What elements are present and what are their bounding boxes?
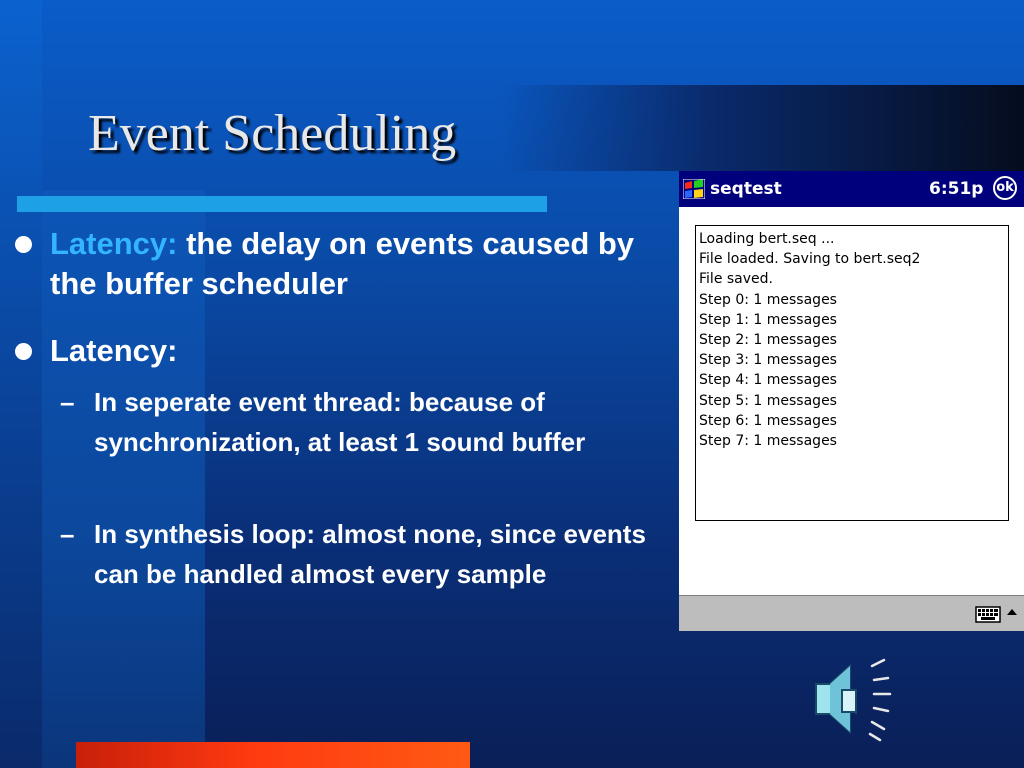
pda-screenshot [679,171,1024,631]
slide-title: Event Scheduling [88,105,457,162]
bullet-2 [50,331,650,371]
pda-app-name: seqtest [710,179,782,199]
title-underline-bar [17,196,547,212]
keyboard-icon[interactable] [975,604,1001,624]
pda-ok-button[interactable]: ok [993,176,1017,200]
pda-log-textbox[interactable] [695,225,1009,521]
sub-bullet-dash: – [60,387,75,417]
bullet-1-term: Latency: [50,226,178,261]
sub-bullet-2-text: In synthesis loop: almost none, since events can be handled almost every sample [94,519,646,589]
speaker-icon[interactable] [812,656,894,742]
pda-log-line: File saved. [699,271,773,288]
pda-log-line: Step 7: 1 messages [699,433,837,450]
pda-log-line: Step 3: 1 messages [699,352,837,369]
pda-title-bar [679,171,1024,207]
pda-log-line: Step 5: 1 messages [699,392,837,409]
sub-bullet-2 [60,514,649,594]
pda-log-line: Step 6: 1 messages [699,412,837,429]
up-arrow-icon[interactable] [1006,607,1018,617]
windows-flag-icon[interactable] [683,179,705,199]
sub-bullet-1 [60,382,649,462]
bullet-1 [50,224,650,304]
bottom-accent-bar [76,742,470,768]
pda-log-line: Loading bert.seq ... [699,231,835,247]
background-band-top-right [500,85,1024,171]
pda-log-line: Step 0: 1 messages [699,291,837,308]
pda-log-line: Step 4: 1 messages [699,372,837,389]
sub-bullet-dash: – [60,519,75,549]
bullet-dot [15,236,32,253]
bullet-2-text: Latency: [50,333,178,368]
pda-log-line: Step 2: 1 messages [699,332,837,349]
bullet-1-text: the delay on events caused by the buffer scheduler [50,226,635,301]
pda-menu-bar [679,595,1024,631]
sub-bullet-1-text: In seperate event thread: because of synchronization, at least 1 sound buffer [94,387,586,457]
bullet-dot [15,343,32,360]
pda-log-line: Step 1: 1 messages [699,311,837,328]
pda-clock[interactable]: 6:51p [929,179,984,199]
background-band-left [0,0,42,768]
pda-log-line: File loaded. Saving to bert.seq2 [699,251,921,268]
